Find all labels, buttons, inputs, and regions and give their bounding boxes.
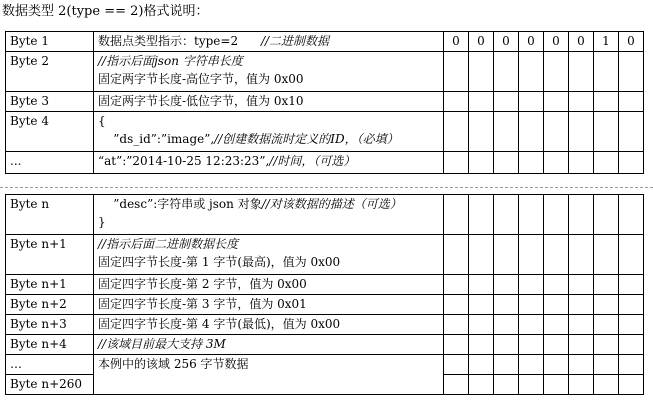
- bit-cell: [469, 335, 494, 355]
- description-text: 固定两字节长度-低位字节，值为 0x10: [94, 92, 444, 112]
- bit-cell: [469, 52, 494, 92]
- bit-cell: [569, 195, 594, 235]
- bit-cell: [444, 295, 469, 315]
- description-text: 固定四字节长度-第 3 字节，值为 0x01: [94, 295, 444, 315]
- bit-cell: [544, 52, 569, 92]
- bit-cell: [494, 275, 519, 295]
- bit-cell: [569, 235, 594, 275]
- format-table-1: [5, 31, 644, 174]
- table-row: [6, 195, 644, 235]
- bit-cell: [444, 92, 469, 112]
- bit-cell: [619, 235, 644, 275]
- bit-cell: [494, 335, 519, 355]
- bit-cell: [594, 92, 619, 112]
- bit-cell: [544, 152, 569, 174]
- bit-cell: [569, 275, 594, 295]
- bit-cell: [469, 375, 494, 395]
- comment-text: //创建数据流时定义的ID，（必填）: [214, 132, 399, 146]
- comment-text: //指示后面json 字符串长度: [98, 54, 243, 68]
- bit-cell: [444, 112, 469, 152]
- bit-cell: [494, 315, 519, 335]
- comment-text: //对该数据的描述（可选）: [261, 197, 402, 211]
- bit-cell: [544, 195, 569, 235]
- bit-cell: [544, 375, 569, 395]
- bit-cell: [519, 235, 544, 275]
- description-cell: [94, 195, 444, 235]
- bit-cell: [494, 152, 519, 174]
- byte-label: Byte 1: [6, 32, 94, 52]
- description-text: 数据点类型指示：type=2: [98, 34, 239, 48]
- bit-cell: [494, 235, 519, 275]
- byte-label: Byte 2: [6, 52, 94, 92]
- byte-label: ...: [6, 152, 94, 174]
- bit-cell: [469, 235, 494, 275]
- bit-cell: [544, 335, 569, 355]
- description-cell: [94, 112, 444, 152]
- bit-cell: [594, 195, 619, 235]
- table-row: [6, 295, 644, 315]
- description-text: 固定四字节长度-第 4 字节(最低)，值为 0x00: [94, 315, 444, 335]
- bit-cell: [469, 112, 494, 152]
- bit-cell: [494, 355, 519, 375]
- bit-cell: [444, 375, 469, 395]
- bit-cell: [544, 275, 569, 295]
- bit-cell: [619, 295, 644, 315]
- bit-cell: [619, 355, 644, 375]
- description-cell: [94, 235, 444, 275]
- bit-cell: [544, 295, 569, 315]
- bit-cell: [494, 52, 519, 92]
- bit-cell: [469, 92, 494, 112]
- bit-cell: [544, 112, 569, 152]
- bit-cell: 0: [519, 32, 544, 52]
- bit-cell: [519, 315, 544, 335]
- bit-cell: [619, 52, 644, 92]
- bit-cell: [469, 195, 494, 235]
- bit-cell: [444, 355, 469, 375]
- bit-cell: [519, 335, 544, 355]
- table-row: [6, 32, 644, 52]
- bit-cell: [494, 195, 519, 235]
- description-text: 本例中的该域 256 字节数据: [94, 355, 444, 395]
- bit-cell: 0: [544, 32, 569, 52]
- bit-cell: [569, 375, 594, 395]
- bit-cell: [569, 315, 594, 335]
- bit-cell: [544, 92, 569, 112]
- description-text: 固定两字节长度-高位字节，值为 0x00: [98, 72, 304, 86]
- bit-cell: [519, 275, 544, 295]
- byte-label: Byte n: [6, 195, 94, 235]
- comment-text: //指示后面二进制数据长度: [98, 237, 239, 251]
- table-row: [6, 275, 644, 295]
- byte-label: Byte n+260: [6, 375, 94, 395]
- byte-label: …: [6, 355, 94, 375]
- byte-label: Byte n+1: [6, 235, 94, 275]
- bit-cell: 0: [619, 32, 644, 52]
- bit-cell: [594, 235, 619, 275]
- bit-cell: [569, 295, 594, 315]
- bit-cell: [619, 335, 644, 355]
- bit-cell: [544, 355, 569, 375]
- bit-cell: [494, 295, 519, 315]
- bit-cell: [469, 355, 494, 375]
- bit-cell: [519, 52, 544, 92]
- comment-text: //该域目前最大支持 3M: [94, 335, 444, 355]
- bit-cell: [444, 315, 469, 335]
- bit-cell: [444, 235, 469, 275]
- bit-cell: [594, 112, 619, 152]
- table-row: [6, 112, 644, 152]
- table-row: [6, 92, 644, 112]
- byte-label: Byte n+1: [6, 275, 94, 295]
- table-row: [6, 335, 644, 355]
- bit-cell: 0: [569, 32, 594, 52]
- bit-cell: [519, 92, 544, 112]
- bit-cell: [494, 112, 519, 152]
- bit-cell: [569, 112, 594, 152]
- byte-label: Byte 3: [6, 92, 94, 112]
- comment-text: //二进制数据: [260, 34, 330, 48]
- bit-cell: [594, 275, 619, 295]
- description-text: ”desc”:字符串或 json 对象: [113, 197, 262, 211]
- bit-cell: [494, 92, 519, 112]
- bit-cell: [519, 152, 544, 174]
- description-cell: [94, 152, 444, 174]
- bit-cell: [444, 52, 469, 92]
- bit-cell: [619, 152, 644, 174]
- bit-cell: [619, 315, 644, 335]
- bit-cell: [444, 275, 469, 295]
- bit-cell: [569, 52, 594, 92]
- bit-cell: [619, 375, 644, 395]
- bit-cell: 0: [469, 32, 494, 52]
- bit-cell: [494, 375, 519, 395]
- bit-cell: [469, 275, 494, 295]
- format-table-2: [5, 194, 644, 395]
- bit-cell: [594, 355, 619, 375]
- description-text: 固定四字节长度-第 2 字节，值为 0x00: [94, 275, 444, 295]
- table-row: [6, 152, 644, 174]
- page-title: 数据类型 2(type == 2)格式说明：: [2, 4, 209, 19]
- bit-cell: [519, 195, 544, 235]
- comment-text: //时间，（可选）: [269, 154, 356, 168]
- bit-cell: [519, 295, 544, 315]
- description-text: ”ds_id”:”image”,: [113, 132, 215, 146]
- bit-cell: [469, 315, 494, 335]
- description-text: 固定四字节长度-第 1 字节(最高)，值为 0x00: [98, 255, 341, 269]
- page-separator: [0, 187, 653, 188]
- bit-cell: [619, 92, 644, 112]
- bit-cell: [569, 92, 594, 112]
- bit-cell: [619, 112, 644, 152]
- bit-cell: [519, 355, 544, 375]
- bit-cell: [444, 335, 469, 355]
- bit-cell: [569, 152, 594, 174]
- open-brace: {: [98, 114, 106, 128]
- bit-cell: [619, 195, 644, 235]
- bit-cell: [594, 295, 619, 315]
- description-text: “at”:”2014-10-25 12:23:23”,: [98, 154, 270, 168]
- bit-cell: [519, 112, 544, 152]
- bit-cell: [469, 295, 494, 315]
- table-row: [6, 355, 644, 375]
- description-cell: [94, 52, 444, 92]
- bit-cell: 0: [444, 32, 469, 52]
- bit-cell: [594, 375, 619, 395]
- bit-cell: [544, 235, 569, 275]
- bit-cell: [444, 152, 469, 174]
- bit-cell: [594, 152, 619, 174]
- byte-label: Byte 4: [6, 112, 94, 152]
- bit-cell: [594, 52, 619, 92]
- table-row: [6, 52, 644, 92]
- byte-label: Byte n+2: [6, 295, 94, 315]
- close-brace: }: [98, 215, 106, 229]
- description-cell: [94, 32, 444, 52]
- bit-cell: [594, 315, 619, 335]
- byte-label: Byte n+4: [6, 335, 94, 355]
- bit-cell: [569, 355, 594, 375]
- bit-cell: 1: [594, 32, 619, 52]
- bit-cell: [594, 335, 619, 355]
- bit-cell: [444, 195, 469, 235]
- bit-cell: [519, 375, 544, 395]
- bit-cell: 0: [494, 32, 519, 52]
- byte-label: Byte n+3: [6, 315, 94, 335]
- table-row: [6, 315, 644, 335]
- bit-cell: [619, 275, 644, 295]
- bit-cell: [544, 315, 569, 335]
- bit-cell: [469, 152, 494, 174]
- table-row: [6, 235, 644, 275]
- bit-cell: [569, 335, 594, 355]
